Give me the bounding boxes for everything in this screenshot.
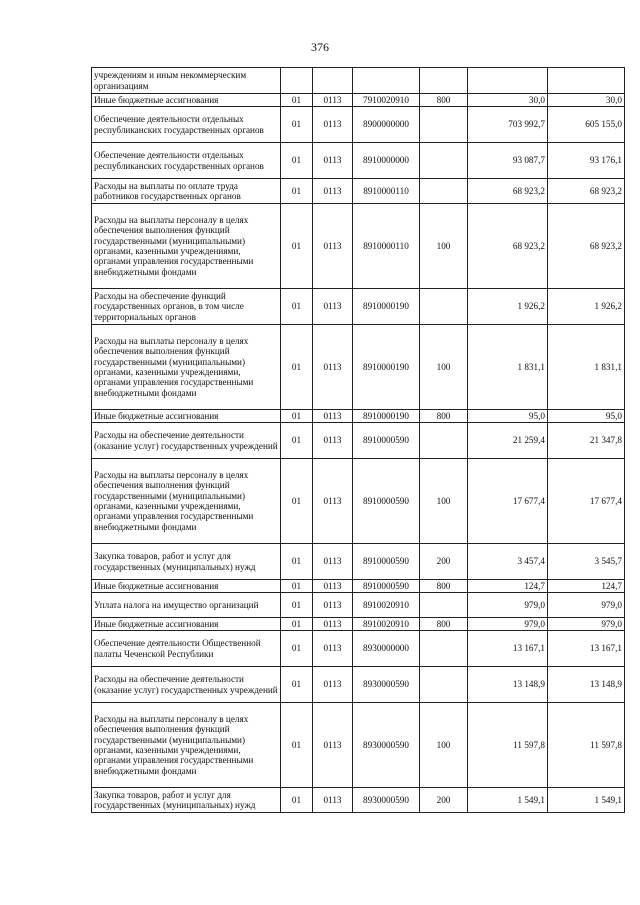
amount-year-2: 13 167,1: [548, 631, 625, 667]
row-name: Расходы на обеспечение деятельности (оказание услуг) государственных учреждений: [92, 667, 281, 703]
subsection-code: 0113: [313, 289, 353, 325]
target-code: 8930000590: [353, 703, 420, 788]
subsection-code: [313, 68, 353, 94]
amount-year-2: [548, 68, 625, 94]
row-name: Иные бюджетные ассигнования: [92, 410, 281, 423]
subsection-code: 0113: [313, 107, 353, 143]
amount-year-2: 68 923,2: [548, 204, 625, 289]
subsection-code: 0113: [313, 788, 353, 813]
subsection-code: 0113: [313, 325, 353, 410]
subsection-code: 0113: [313, 410, 353, 423]
table-row: [92, 580, 625, 593]
expense-type-code: [420, 667, 468, 703]
target-code: 8910000190: [353, 289, 420, 325]
subsection-code: 0113: [313, 580, 353, 593]
subsection-code: 0113: [313, 667, 353, 703]
page-number: 376: [311, 40, 329, 54]
table-row: [92, 788, 625, 813]
section-code: 01: [281, 544, 313, 580]
expense-type-code: [420, 179, 468, 204]
subsection-code: 0113: [313, 618, 353, 631]
section-code: 01: [281, 204, 313, 289]
amount-year-2: 17 677,4: [548, 459, 625, 544]
amount-year-1: 979,0: [468, 618, 548, 631]
row-name: Расходы на выплаты персоналу в целях обеспечения выполнения функций государственными (муниципальными) органами, казенными учреждениями, органами управления государственными внебюджетными фондами: [92, 703, 281, 788]
amount-year-2: 93 176,1: [548, 143, 625, 179]
row-name: учреждениям и иным некоммерческим организациям: [92, 68, 281, 94]
target-code: 8910000110: [353, 204, 420, 289]
amount-year-2: 605 155,0: [548, 107, 625, 143]
table-row: [92, 703, 625, 788]
target-code: 8910000590: [353, 423, 420, 459]
amount-year-1: [468, 68, 548, 94]
section-code: 01: [281, 94, 313, 107]
expense-type-code: 800: [420, 580, 468, 593]
amount-year-2: 95,0: [548, 410, 625, 423]
amount-year-1: 703 992,7: [468, 107, 548, 143]
amount-year-2: 21 347,8: [548, 423, 625, 459]
expense-type-code: 800: [420, 618, 468, 631]
section-code: 01: [281, 289, 313, 325]
expense-type-code: 100: [420, 459, 468, 544]
target-code: 8910020910: [353, 593, 420, 618]
target-code: 8930000590: [353, 788, 420, 813]
amount-year-1: 13 148,9: [468, 667, 548, 703]
row-name: Расходы на обеспечение функций государственных органов, в том числе территориальных органов: [92, 289, 281, 325]
expense-type-code: [420, 593, 468, 618]
row-name: Расходы на выплаты по оплате труда работников государственных органов: [92, 179, 281, 204]
amount-year-1: 979,0: [468, 593, 548, 618]
expense-type-code: 100: [420, 204, 468, 289]
table-row: [92, 544, 625, 580]
table-row: [92, 593, 625, 618]
amount-year-2: 979,0: [548, 593, 625, 618]
expense-type-code: 800: [420, 410, 468, 423]
amount-year-2: 1 831,1: [548, 325, 625, 410]
table-row: [92, 459, 625, 544]
section-code: 01: [281, 410, 313, 423]
amount-year-1: 11 597,8: [468, 703, 548, 788]
subsection-code: 0113: [313, 631, 353, 667]
section-code: 01: [281, 618, 313, 631]
section-code: 01: [281, 703, 313, 788]
amount-year-2: 13 148,9: [548, 667, 625, 703]
row-name: Закупка товаров, работ и услуг для государственных (муниципальных) нужд: [92, 788, 281, 813]
section-code: 01: [281, 325, 313, 410]
subsection-code: 0113: [313, 179, 353, 204]
target-code: 8900000000: [353, 107, 420, 143]
section-code: 01: [281, 423, 313, 459]
amount-year-2: 979,0: [548, 618, 625, 631]
amount-year-1: 68 923,2: [468, 204, 548, 289]
row-name: Иные бюджетные ассигнования: [92, 94, 281, 107]
row-name: Обеспечение деятельности отдельных республиканских государственных органов: [92, 107, 281, 143]
table-row: [92, 143, 625, 179]
amount-year-1: 30,0: [468, 94, 548, 107]
section-code: 01: [281, 107, 313, 143]
amount-year-2: 1 926,2: [548, 289, 625, 325]
section-code: 01: [281, 788, 313, 813]
amount-year-2: 3 545,7: [548, 544, 625, 580]
subsection-code: 0113: [313, 94, 353, 107]
expense-type-code: [420, 631, 468, 667]
expense-type-code: 100: [420, 325, 468, 410]
row-name: Иные бюджетные ассигнования: [92, 618, 281, 631]
section-code: 01: [281, 631, 313, 667]
table-row: [92, 423, 625, 459]
row-name: Иные бюджетные ассигнования: [92, 580, 281, 593]
expense-type-code: 100: [420, 703, 468, 788]
amount-year-1: 95,0: [468, 410, 548, 423]
amount-year-1: 68 923,2: [468, 179, 548, 204]
table-row: [92, 289, 625, 325]
amount-year-1: 17 677,4: [468, 459, 548, 544]
row-name: Расходы на выплаты персоналу в целях обеспечения выполнения функций государственными (муниципальными) органами, казенными учреждениями, органами управления государственными внебюджетными фондами: [92, 459, 281, 544]
table-row: [92, 107, 625, 143]
row-name: Расходы на обеспечение деятельности (оказание услуг) государственных учреждений: [92, 423, 281, 459]
table-row: [92, 410, 625, 423]
section-code: 01: [281, 593, 313, 618]
subsection-code: 0113: [313, 143, 353, 179]
expense-type-code: [420, 143, 468, 179]
section-code: 01: [281, 143, 313, 179]
amount-year-2: 30,0: [548, 94, 625, 107]
subsection-code: 0113: [313, 459, 353, 544]
target-code: 7910020910: [353, 94, 420, 107]
expense-type-code: 800: [420, 94, 468, 107]
subsection-code: 0113: [313, 544, 353, 580]
amount-year-1: 1 831,1: [468, 325, 548, 410]
target-code: 8910000190: [353, 410, 420, 423]
amount-year-2: 11 597,8: [548, 703, 625, 788]
subsection-code: 0113: [313, 423, 353, 459]
section-code: 01: [281, 667, 313, 703]
table-row: [92, 618, 625, 631]
amount-year-2: 1 549,1: [548, 788, 625, 813]
expense-type-code: [420, 289, 468, 325]
expense-type-code: 200: [420, 544, 468, 580]
target-code: 8930000000: [353, 631, 420, 667]
table-row: [92, 325, 625, 410]
target-code: 8910000590: [353, 459, 420, 544]
amount-year-1: 13 167,1: [468, 631, 548, 667]
target-code: 8910000190: [353, 325, 420, 410]
amount-year-1: 3 457,4: [468, 544, 548, 580]
target-code: 8910000590: [353, 580, 420, 593]
row-name: Обеспечение деятельности Общественной палаты Чеченской Республики: [92, 631, 281, 667]
section-code: 01: [281, 179, 313, 204]
expense-type-code: [420, 107, 468, 143]
amount-year-1: 124,7: [468, 580, 548, 593]
section-code: [281, 68, 313, 94]
row-name: Закупка товаров, работ и услуг для государственных (муниципальных) нужд: [92, 544, 281, 580]
table-row: [92, 631, 625, 667]
section-code: 01: [281, 459, 313, 544]
target-code: 8910000590: [353, 544, 420, 580]
table-row: [92, 68, 625, 94]
row-name: Расходы на выплаты персоналу в целях обеспечения выполнения функций государственными (муниципальными) органами, казенными учреждениями, органами управления государственными внебюджетными фондами: [92, 204, 281, 289]
table-row: [92, 94, 625, 107]
table-row: [92, 667, 625, 703]
amount-year-1: 1 549,1: [468, 788, 548, 813]
budget-table: [91, 67, 625, 813]
row-name: Обеспечение деятельности отдельных республиканских государственных органов: [92, 143, 281, 179]
subsection-code: 0113: [313, 593, 353, 618]
table-row: [92, 204, 625, 289]
subsection-code: 0113: [313, 204, 353, 289]
amount-year-2: 68 923,2: [548, 179, 625, 204]
target-code: 8930000590: [353, 667, 420, 703]
target-code: [353, 68, 420, 94]
amount-year-2: 124,7: [548, 580, 625, 593]
row-name: Расходы на выплаты персоналу в целях обеспечения выполнения функций государственными (муниципальными) органами, казенными учреждениями, органами управления государственными внебюджетными фондами: [92, 325, 281, 410]
target-code: 8910000110: [353, 179, 420, 204]
section-code: 01: [281, 580, 313, 593]
row-name: Уплата налога на имущество организаций: [92, 593, 281, 618]
amount-year-1: 93 087,7: [468, 143, 548, 179]
subsection-code: 0113: [313, 703, 353, 788]
amount-year-1: 21 259,4: [468, 423, 548, 459]
expense-type-code: [420, 68, 468, 94]
expense-type-code: 200: [420, 788, 468, 813]
target-code: 8910020910: [353, 618, 420, 631]
amount-year-1: 1 926,2: [468, 289, 548, 325]
expense-type-code: [420, 423, 468, 459]
target-code: 8910000000: [353, 143, 420, 179]
table-row: [92, 179, 625, 204]
